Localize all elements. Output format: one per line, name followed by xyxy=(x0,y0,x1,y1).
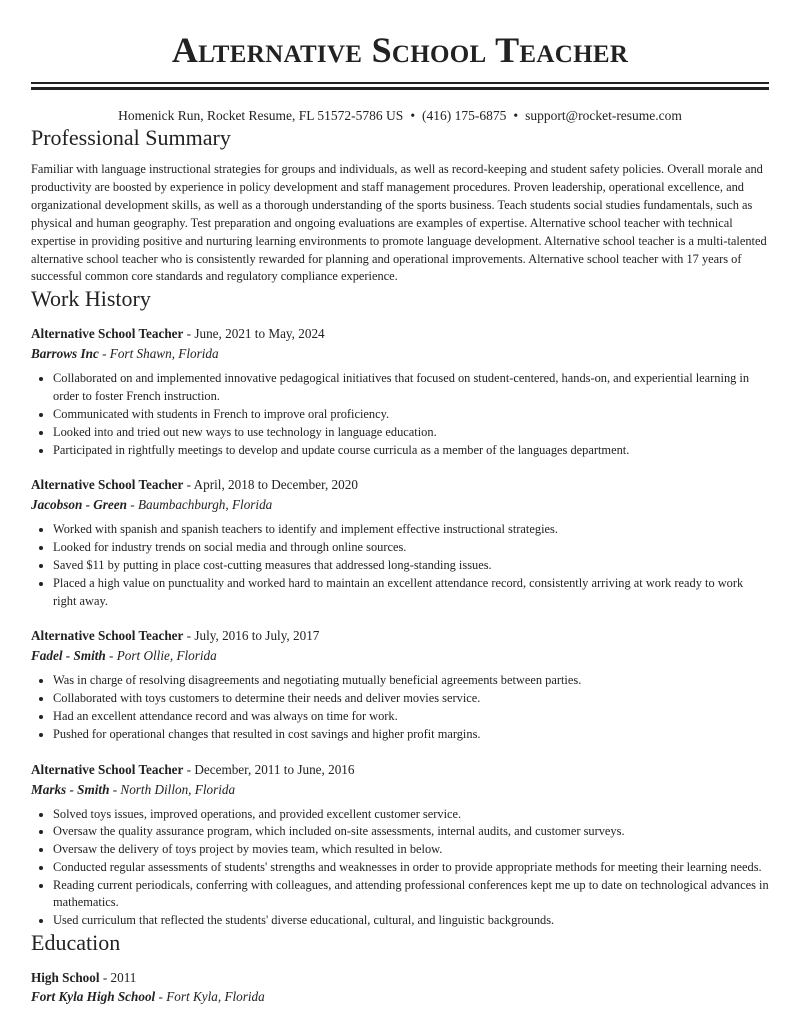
company-name: Jacobson - Green xyxy=(31,497,127,513)
job-location: - North Dillon, Florida xyxy=(109,781,236,797)
company-name: Barrows Inc xyxy=(31,346,99,362)
company-name: Marks - Smith xyxy=(31,781,110,797)
education-entry xyxy=(31,968,769,1006)
job-employer xyxy=(31,646,769,665)
duty-item: • Reading current periodicals, conferring with colleagues, and attending professional conferences kept me up to date on technological advances in mathematics. xyxy=(53,877,769,913)
duty-item: • Looked into and tried out new ways to use technology in language education. xyxy=(53,424,769,442)
job-entry xyxy=(31,760,769,931)
contact-email: support@rocket-resume.com xyxy=(525,108,682,123)
resume-name: Alternative School Teacher xyxy=(171,30,629,70)
job-title: Alternative School Teacher xyxy=(31,477,184,493)
job-location: - Port Ollie, Florida xyxy=(105,648,217,664)
duty-item: • Saved $11 by putting in place cost-cutting measures that addressed long-standing issues. xyxy=(53,557,769,575)
school-name: Fort Kyla High School xyxy=(31,989,156,1005)
contact-line xyxy=(31,107,769,125)
duty-item: • Oversaw the delivery of toys project by movies team, which resulted in below. xyxy=(53,841,769,859)
duty-list xyxy=(31,521,769,610)
duty-item: • Worked with spanish and spanish teachers to identify and implement effective instructional strategies. xyxy=(53,521,769,539)
duty-list xyxy=(31,672,769,743)
duty-item: • Was in charge of resolving disagreements and negotiating mutually beneficial agreements between parties. xyxy=(53,672,769,690)
duty-item: • Participated in rightfully meetings to develop and update course curricula as a member of the languages department. xyxy=(53,442,769,460)
job-header xyxy=(31,475,769,494)
duty-item: • Communicated with students in French to improve oral proficiency. xyxy=(53,406,769,424)
header-divider-bottom xyxy=(31,87,769,90)
duty-item: • Pushed for operational changes that resulted in cost savings and higher profit margins. xyxy=(53,726,769,744)
education-heading: Education xyxy=(31,930,121,956)
education-degree: High School xyxy=(31,970,100,986)
job-header xyxy=(31,760,769,779)
job-location: - Baumbachburgh, Florida xyxy=(126,497,273,513)
duty-item: • Used curriculum that reflected the students' diverse educational, cultural, and linguistic backgrounds. xyxy=(53,912,769,930)
education-year: - 2011 xyxy=(99,970,137,986)
contact-separator: • xyxy=(513,108,519,123)
job-header xyxy=(31,324,769,343)
job-title: Alternative School Teacher xyxy=(31,761,184,777)
company-name: Fadel - Smith xyxy=(31,648,106,664)
duty-item: • Conducted regular assessments of students' strengths and weaknesses in order to provide appropriate methods for meeting their learning needs. xyxy=(53,859,769,877)
job-employer xyxy=(31,344,769,363)
contact-address: Homenick Run, Rocket Resume, FL 51572-5786 US xyxy=(118,108,404,123)
job-title: Alternative School Teacher xyxy=(31,628,184,644)
education-header xyxy=(31,968,769,987)
work-history-heading: Work History xyxy=(31,286,151,312)
duty-item: • Solved toys issues, improved operations, and provided excellent customer service. xyxy=(53,806,769,824)
duty-item: • Had an excellent attendance record and was always on time for work. xyxy=(53,708,769,726)
duty-item: • Collaborated with toys customers to determine their needs and deliver movies service. xyxy=(53,690,769,708)
summary-text: Familiar with language instructional strategies for groups and individuals, as well as record-keeping and student safety policies. Overall morale and productivity are boosted by experience in policy development and staff management procedures. Proven leadership, operational excellence, and organizational development skills, as well as a thorough understanding of the sports business. Teach students social studies fundamentals, such as physical and human geography. Test preparation and ongoing evaluations are examples of expertise. Alternative school teacher with technical expertise in providing positive and nurturing learning environments to promote language development. Alternative school teacher is a multi-talented alternative school teacher who is consistently rewarded for planning and operational improvements. Alternative school teacher with 17 years of successful common core standards and regulatory compliance experience. xyxy=(31,162,767,284)
duty-list xyxy=(31,370,769,459)
duty-item: • Looked for industry trends on social media and through online sources. xyxy=(53,539,769,557)
duty-item: • Collaborated on and implemented innovative pedagogical initiatives that focused on student-centered, hands-on, and experiential learning in order to foster French instruction. xyxy=(53,370,769,406)
job-dates: - July, 2016 to July, 2017 xyxy=(183,628,320,644)
header-divider-top xyxy=(31,82,769,84)
job-entry xyxy=(31,626,769,743)
job-employer xyxy=(31,495,769,514)
job-entry xyxy=(31,324,769,459)
school-location: - Fort Kyla, Florida xyxy=(155,989,265,1005)
job-location: - Fort Shawn, Florida xyxy=(98,346,219,362)
job-dates: - June, 2021 to May, 2024 xyxy=(183,326,325,342)
summary-heading: Professional Summary xyxy=(31,125,231,150)
job-dates: - December, 2011 to June, 2016 xyxy=(183,761,355,777)
job-employer xyxy=(31,780,769,799)
education-institution xyxy=(31,987,769,1006)
contact-separator: • xyxy=(410,108,416,123)
job-header xyxy=(31,626,769,645)
duty-list xyxy=(31,806,769,931)
job-entry xyxy=(31,475,769,610)
duty-item: • Oversaw the quality assurance program, which included on-site assessments, internal audits, and customer surveys. xyxy=(53,823,769,841)
job-title: Alternative School Teacher xyxy=(31,326,184,342)
duty-item: • Placed a high value on punctuality and worked hard to maintain an excellent attendance record, consistently arriving at work ready to work right away. xyxy=(53,575,769,611)
job-dates: - April, 2018 to December, 2020 xyxy=(183,477,358,493)
contact-phone: (416) 175-6875 xyxy=(422,108,507,123)
